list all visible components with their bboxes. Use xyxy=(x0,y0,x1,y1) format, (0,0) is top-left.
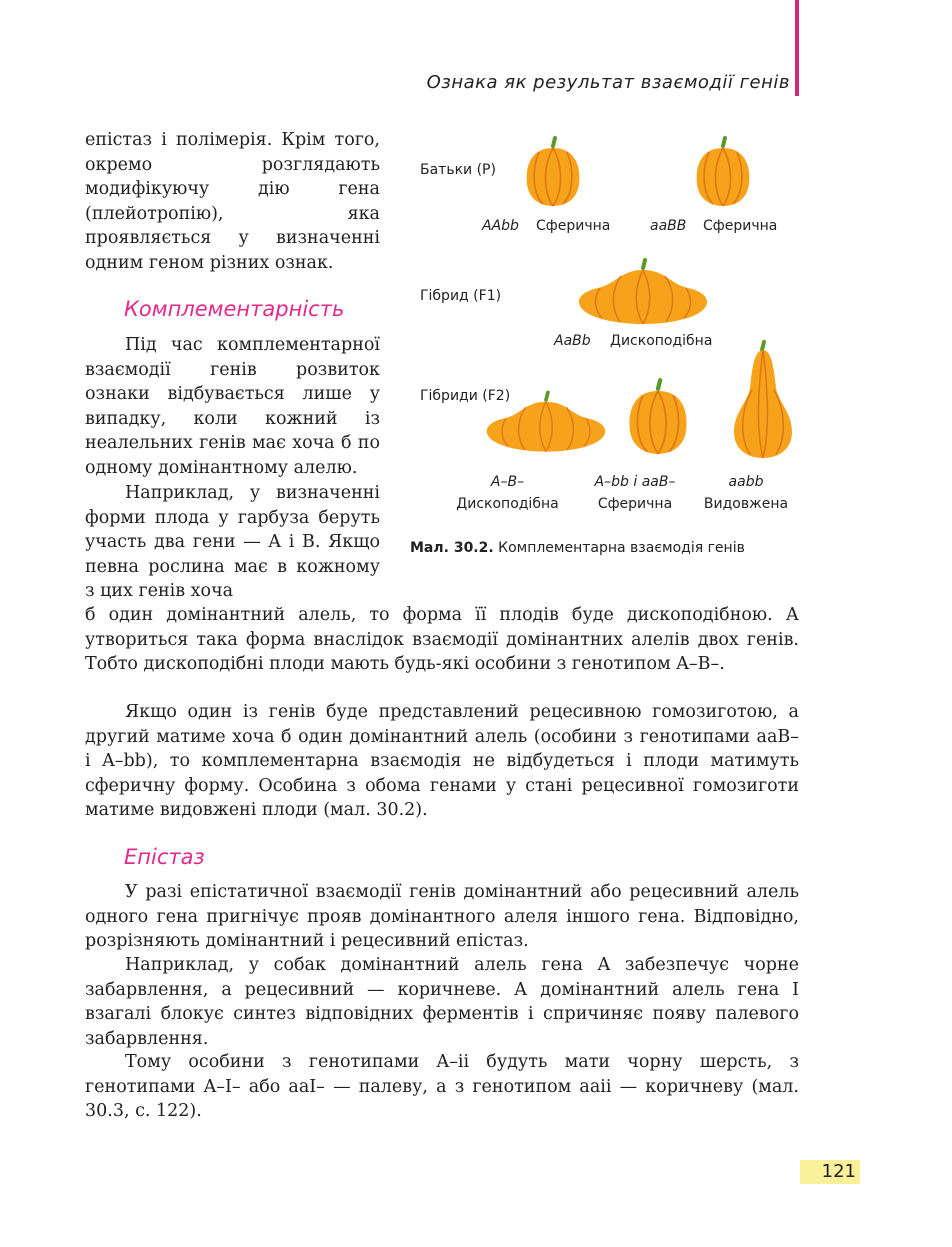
pumpkin-f1-disc-icon xyxy=(576,258,710,328)
f2-item-3-genotype: aabb xyxy=(728,474,764,490)
f2-item-1-shape: Дископодібна xyxy=(456,496,559,512)
parent-1-shape: Сферична xyxy=(536,218,611,234)
f1-label: Гібрид (F1) xyxy=(420,288,502,304)
header-accent-bar xyxy=(795,0,799,96)
epistasis-paragraph-2: Наприклад, у собак домінантний алель гена A забезпечує чорне забарвлення, а рецесивний — коричневе. А домінантний алель гена I взагалі блокує синтез відповідних ферментів і спричиняє появу палевого забарвлення. xyxy=(85,955,799,1049)
figure-caption-text: Комплементарна взаємодія генів xyxy=(498,540,745,556)
complementarity-paragraph-2-start: Наприклад, у визначенні форми плода у гарбуза беруть участь два гени — A і B. Якщо певна рослина має в кожному з цих генів хоча xyxy=(85,483,380,601)
page-number: 121 xyxy=(800,1160,860,1184)
f2-label: Гібриди (F2) xyxy=(420,388,511,404)
parent-1-genotype: AAbb xyxy=(482,218,519,234)
epistasis-paragraph-3: Тому особини з генотипами A–ii будуть мати чорну шерсть, з генотипами A–I– або aaI– — палеву, а з генотипом aaii — коричневу (мал. 30.3, с. 122). xyxy=(85,1052,799,1121)
figure-caption-number: Мал. 30.2. xyxy=(410,540,494,556)
f1-genotype: AaBb xyxy=(554,333,591,349)
pumpkin-parent-2-icon xyxy=(693,136,753,208)
pumpkin-parent-1-icon xyxy=(523,136,583,208)
complementarity-paragraph-3: Якщо один із генів буде представлений рецесивною гомозиготою, а другий матиме хоча б один домінантний алель (особини з генотипами aaB– і A–bb), то комплементарна взаємодія не відбудеться і плоди матимуть сферичну форму. Особина з обома генами у стані рецесивної гомозиготи матиме видовжені плоди (мал. 30.2). xyxy=(85,702,799,820)
running-title: Ознака як результат взаємодії генів xyxy=(426,72,790,93)
complementarity-paragraph-1: Під час комплементарної взаємодії генів розвиток ознаки відбувається лише у випадку, коли кожний із неалельних генів має хоча б по одному домінантному алелю. xyxy=(85,335,380,478)
section-heading-epistasis: Епістаз xyxy=(124,845,205,869)
intro-paragraph: епістаз і полімерія. Крім того, окремо розглядають модифікуючу дію гена (плейотропію), яка проявляється у визначенні одним геном різних ознак. xyxy=(85,130,380,273)
section-heading-complementarity: Комплементарність xyxy=(124,297,345,321)
figure-pumpkin-complementarity xyxy=(410,128,810,568)
f2-item-1-genotype: A–B– xyxy=(490,474,525,490)
pumpkin-f2-elongated-icon xyxy=(728,340,798,460)
parents-label: Батьки (P) xyxy=(420,162,496,178)
parent-2-shape: Сферична xyxy=(703,218,778,234)
f2-item-3-shape: Видовжена xyxy=(703,496,789,512)
parent-2-genotype: aaBB xyxy=(650,218,687,234)
pumpkin-f2-disc-icon xyxy=(484,390,608,456)
f2-item-2-genotype: A–bb і aaB– xyxy=(594,474,676,490)
f2-item-2-shape: Сферична xyxy=(597,496,673,512)
figure-caption xyxy=(410,540,745,556)
epistasis-paragraph-1: У разі епістатичної взаємодії генів домінантний або рецесивний алель одного гена пригнічує прояв домінантного алеля іншого гена. Відповідно, розрізняють домінантний і рецесивний епістаз. xyxy=(85,882,799,951)
pumpkin-f2-sphere-icon xyxy=(625,378,691,456)
complementarity-paragraph-2-end: б один домінантний алель, то форма її плодів буде дископодібною. А утвориться така форма внаслідок взаємодії домінантних алелів двох генів. Тобто дископодібні плоди мають будь-які особини з генотипом A–B–. xyxy=(85,605,799,674)
f1-shape: Дископодібна xyxy=(610,333,713,349)
